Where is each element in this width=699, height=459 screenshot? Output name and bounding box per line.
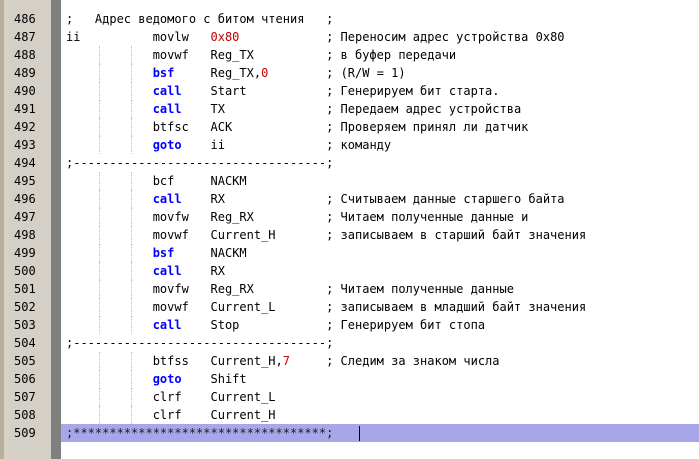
code-line[interactable] <box>0 262 699 280</box>
text-token: movfw Reg_RX ; Читаем полученные данные и <box>66 210 529 224</box>
line-number: 505 <box>14 354 36 368</box>
line-number: 502 <box>14 300 36 314</box>
code-line[interactable] <box>0 370 699 388</box>
line-number: 496 <box>14 192 36 206</box>
code-line[interactable] <box>0 406 699 424</box>
code-line[interactable] <box>0 64 699 82</box>
indent-guide <box>131 82 133 100</box>
indent-guide <box>99 208 101 226</box>
indent-guide <box>99 190 101 208</box>
code-line[interactable] <box>0 10 699 28</box>
line-number: 504 <box>14 336 36 350</box>
indent-guide <box>99 118 101 136</box>
indent-guide <box>99 262 101 280</box>
code-line[interactable] <box>0 100 699 118</box>
code-text[interactable] <box>66 298 586 316</box>
text-token: movwf Current_L ; записываем в младший байт значения <box>66 300 587 314</box>
code-text[interactable] <box>66 262 225 280</box>
text-token: TX ; Передаем адрес устройства <box>181 102 522 116</box>
code-line[interactable] <box>0 388 699 406</box>
text-token: ii <box>66 30 81 44</box>
code-text[interactable] <box>66 10 333 28</box>
indent-guide <box>99 100 101 118</box>
code-line[interactable] <box>0 28 699 46</box>
text-token: ; Адрес ведомого с битом чтения ; <box>66 12 334 26</box>
indent-guide <box>99 244 101 262</box>
text-token: Reg_TX, <box>174 66 262 80</box>
code-text[interactable] <box>66 28 565 46</box>
code-text[interactable] <box>66 316 485 334</box>
indent-guide <box>131 46 133 64</box>
line-number: 493 <box>14 138 36 152</box>
text-token: btfss Current_H, <box>66 354 283 368</box>
line-number: 508 <box>14 408 36 422</box>
line-number: 506 <box>14 372 36 386</box>
keyword-token: goto <box>152 372 182 386</box>
code-line[interactable] <box>0 280 699 298</box>
code-text[interactable] <box>66 334 333 352</box>
indent-guide <box>99 280 101 298</box>
indent-guide <box>99 172 101 190</box>
text-token: btfsc ACK ; Проверяем принял ли датчик <box>66 120 529 134</box>
code-line[interactable] <box>0 190 699 208</box>
code-line[interactable] <box>0 118 699 136</box>
line-number: 494 <box>14 156 36 170</box>
code-text[interactable] <box>66 226 586 244</box>
indent-guide <box>99 82 101 100</box>
indent-guide <box>99 352 101 370</box>
indent-guide <box>99 316 101 334</box>
line-number: 486 <box>14 12 36 26</box>
keyword-token: bsf <box>152 66 175 80</box>
text-token: movfw Reg_RX ; Читаем полученные данные <box>66 282 514 296</box>
text-token <box>66 66 153 80</box>
line-number: 497 <box>14 210 36 224</box>
indent-guide <box>131 190 133 208</box>
text-token: clrf Current_H <box>66 408 276 422</box>
number-token: 0 <box>261 66 269 80</box>
code-line[interactable] <box>0 316 699 334</box>
code-text[interactable] <box>66 118 528 136</box>
code-text[interactable] <box>66 424 333 442</box>
text-token <box>66 138 153 152</box>
text-token: ;***********************************; <box>66 426 334 440</box>
keyword-token: call <box>152 318 182 332</box>
indent-guide <box>131 226 133 244</box>
keyword-token: goto <box>152 138 182 152</box>
keyword-token: call <box>152 192 182 206</box>
line-number: 489 <box>14 66 36 80</box>
indent-guide <box>131 244 133 262</box>
indent-guide <box>131 262 133 280</box>
indent-guide <box>131 172 133 190</box>
indent-guide <box>131 100 133 118</box>
text-token <box>66 84 153 98</box>
code-text[interactable] <box>66 388 276 406</box>
line-number: 495 <box>14 174 36 188</box>
code-text[interactable] <box>66 406 276 424</box>
line-number: 488 <box>14 48 36 62</box>
text-token <box>66 372 153 386</box>
keyword-token: call <box>152 264 182 278</box>
text-token: Stop ; Генерируем бит стопа <box>181 318 486 332</box>
text-token: ; (R/W = 1) <box>268 66 406 80</box>
text-cursor <box>359 426 360 441</box>
text-token: RX <box>181 264 225 278</box>
code-line[interactable] <box>0 82 699 100</box>
line-number: 507 <box>14 390 36 404</box>
code-text[interactable] <box>66 154 333 172</box>
code-text[interactable] <box>66 136 391 154</box>
keyword-token: call <box>152 84 182 98</box>
text-token: bcf NACKM <box>66 174 247 188</box>
number-token: 7 <box>282 354 290 368</box>
indent-guide <box>99 226 101 244</box>
code-line[interactable] <box>0 244 699 262</box>
code-line[interactable] <box>0 208 699 226</box>
indent-guide <box>99 406 101 424</box>
indent-guide <box>131 208 133 226</box>
indent-guide <box>131 316 133 334</box>
text-token <box>66 102 153 116</box>
indent-guide <box>99 388 101 406</box>
indent-guide <box>99 370 101 388</box>
line-number: 501 <box>14 282 36 296</box>
indent-guide <box>131 370 133 388</box>
code-line[interactable] <box>0 298 699 316</box>
text-token <box>66 192 153 206</box>
text-token: RX ; Считываем данные старшего байта <box>181 192 565 206</box>
code-line[interactable] <box>0 226 699 244</box>
line-number: 490 <box>14 84 36 98</box>
code-text[interactable] <box>66 172 247 190</box>
indent-guide <box>99 46 101 64</box>
code-line[interactable] <box>0 352 699 370</box>
text-token: NACKM <box>174 246 247 260</box>
code-text[interactable] <box>66 280 514 298</box>
line-number: 492 <box>14 120 36 134</box>
text-token: movlw <box>80 30 211 44</box>
text-token: movwf Reg_TX ; в буфер передачи <box>66 48 457 62</box>
code-text[interactable] <box>66 208 528 226</box>
text-token: clrf Current_L <box>66 390 276 404</box>
code-line[interactable] <box>0 334 699 352</box>
code-line[interactable] <box>0 136 699 154</box>
indent-guide <box>99 136 101 154</box>
keyword-token: bsf <box>152 246 175 260</box>
code-text[interactable] <box>66 244 247 262</box>
text-token <box>66 246 153 260</box>
line-number: 498 <box>14 228 36 242</box>
line-number: 491 <box>14 102 36 116</box>
indent-guide <box>131 388 133 406</box>
text-token: Start ; Генерируем бит старта. <box>181 84 500 98</box>
code-text[interactable] <box>66 370 247 388</box>
line-number: 503 <box>14 318 36 332</box>
text-token: ; Переносим адрес устройства 0x80 <box>239 30 565 44</box>
text-token <box>66 318 153 332</box>
indent-guide <box>131 136 133 154</box>
line-number: 487 <box>14 30 36 44</box>
code-text[interactable] <box>66 190 565 208</box>
indent-guide <box>131 406 133 424</box>
indent-guide <box>131 64 133 82</box>
indent-guide <box>131 352 133 370</box>
line-number: 500 <box>14 264 36 278</box>
text-token <box>66 264 153 278</box>
text-token: ; Следим за знаком числа <box>289 354 500 368</box>
code-line-current[interactable] <box>0 424 699 442</box>
code-text[interactable] <box>66 64 406 82</box>
indent-guide <box>99 64 101 82</box>
text-token: ;-----------------------------------; <box>66 336 334 350</box>
indent-guide <box>131 298 133 316</box>
code-text[interactable] <box>66 100 521 118</box>
line-number: 509 <box>14 426 36 440</box>
line-number: 499 <box>14 246 36 260</box>
indent-guide <box>99 298 101 316</box>
indent-guide <box>131 118 133 136</box>
code-line[interactable] <box>0 172 699 190</box>
indent-guide <box>131 280 133 298</box>
code-text[interactable] <box>66 46 456 64</box>
text-token: ii ; команду <box>181 138 392 152</box>
text-token: Shift <box>181 372 247 386</box>
code-line[interactable] <box>0 154 699 172</box>
keyword-token: call <box>152 102 182 116</box>
text-token: ;-----------------------------------; <box>66 156 334 170</box>
number-token: 0x80 <box>210 30 240 44</box>
text-token: movwf Current_H ; записываем в старший байт значения <box>66 228 587 242</box>
code-line[interactable] <box>0 46 699 64</box>
